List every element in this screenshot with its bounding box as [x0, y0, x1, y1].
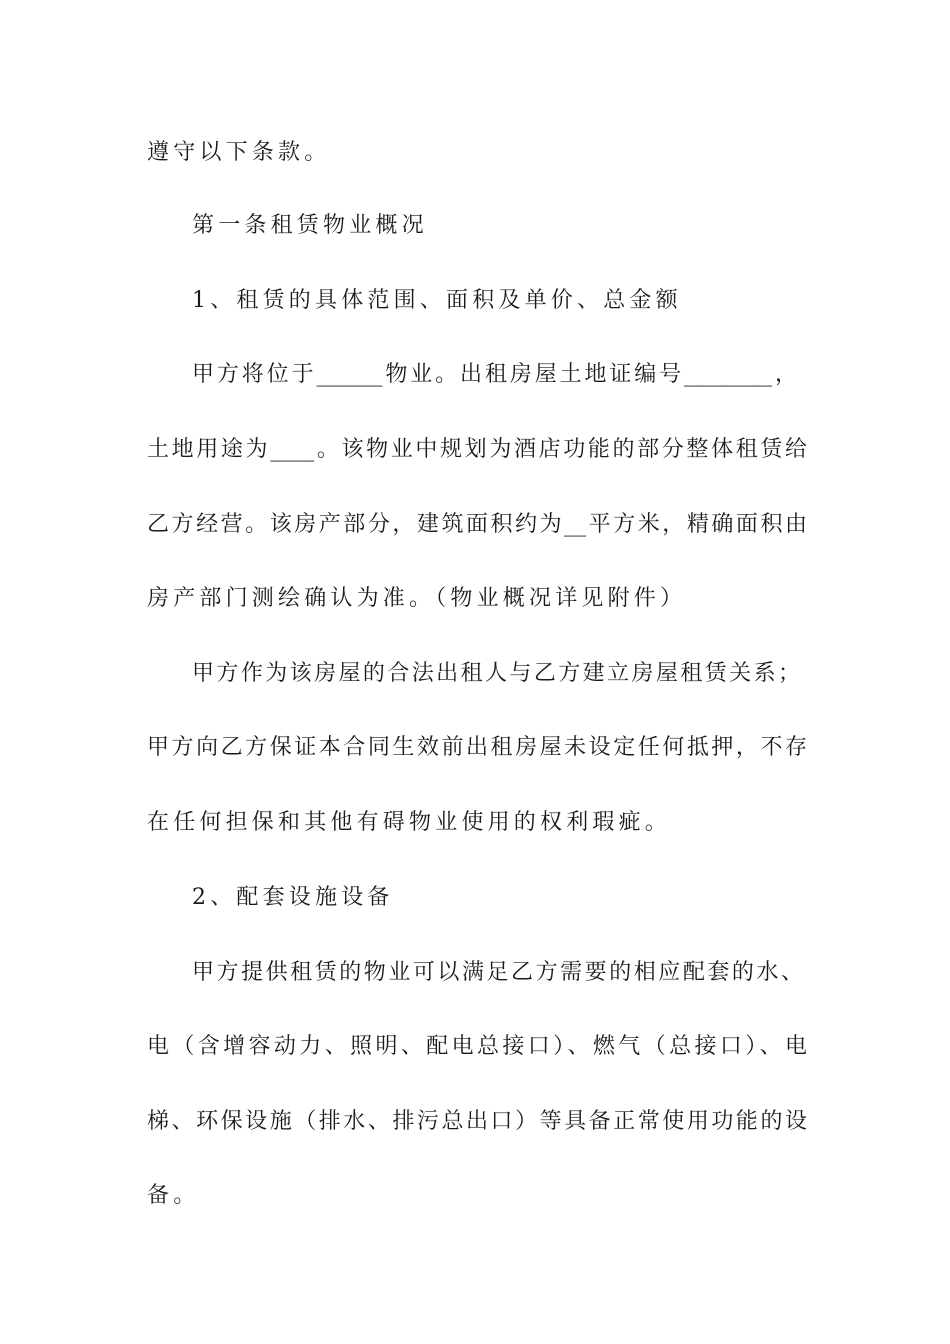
paragraph-line: 在任何担保和其他有碍物业使用的权利瑕疵。 [147, 810, 672, 835]
paragraph-line: 电（含增容动力、照明、配电总接口）、燃气（总接口）、电 [147, 1034, 807, 1059]
paragraph-line: 土地用途为____。该物业中规划为酒店功能的部分整体租赁给 [147, 437, 807, 462]
paragraph-line: 备。 [147, 1183, 200, 1208]
paragraph-line: 甲方向乙方保证本合同生效前出租房屋未设定任何抵押，不存 [147, 735, 807, 760]
paragraph-line: 乙方经营。该房产部分，建筑面积约为__平方米，精确面积由 [147, 512, 807, 537]
paragraph-line: 甲方作为该房屋的合法出租人与乙方建立房屋租赁关系； [192, 661, 800, 686]
paragraph-line: 甲方将位于______物业。出租房屋土地证编号________， [192, 362, 797, 387]
paragraph-line: 甲方提供租赁的物业可以满足乙方需要的相应配套的水、 [192, 960, 803, 985]
subsection-heading: 1、租赁的具体范围、面积及单价、总金额 [192, 288, 682, 313]
paragraph-line: 梯、环保设施（排水、排污总出口）等具备正常使用功能的设 [147, 1109, 807, 1134]
paragraph-line: 房产部门测绘确认为准。（物业概况详见附件） [147, 586, 687, 611]
section-heading: 第一条租赁物业概况 [192, 213, 428, 238]
subsection-heading: 2、配套设施设备 [192, 885, 394, 910]
paragraph-line: 遵守以下条款。 [147, 140, 331, 165]
